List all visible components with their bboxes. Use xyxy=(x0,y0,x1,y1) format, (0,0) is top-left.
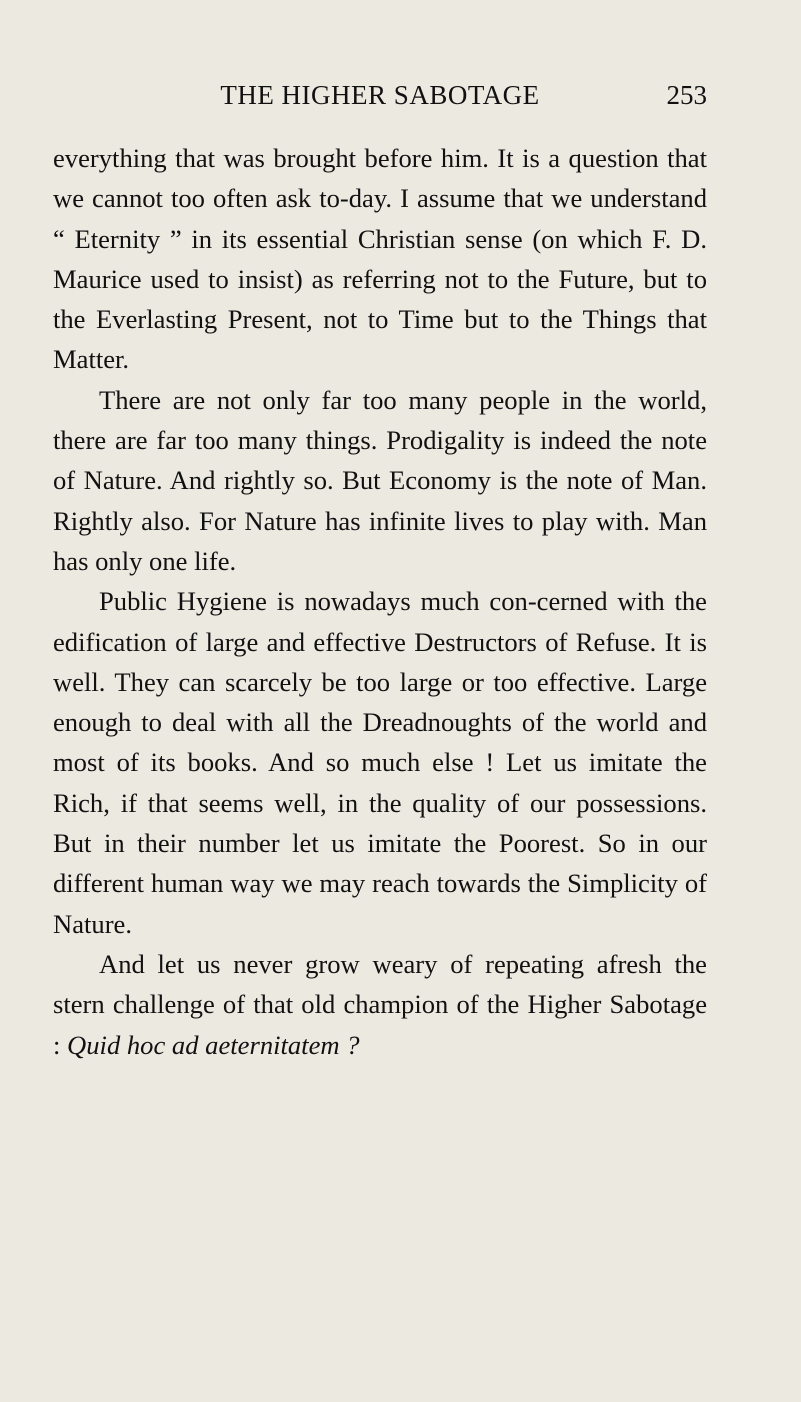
running-title: THE HIGHER SABOTAGE xyxy=(220,80,540,110)
paragraph-prodigality: There are not only far too many people in the world, there are far too many things. Prodigality is indeed the note of Nature. And rightly so. But Economy is the note of Man. Rightly also. For Nature has infinite lives to play with. Man has only one life. xyxy=(53,384,707,576)
latin-quote: Quid hoc ad aeternitatem ? xyxy=(67,1029,360,1060)
book-page xyxy=(53,78,707,1065)
paragraph-public-hygiene: Public Hygiene is nowadays much con-cerned with the edification of large and effective Destructors of Refuse. It is well. They can scarcely be too large or too effective. Large enough to deal with all the Dreadnoughts of the world and most of its books. And so much else ! Let us imitate the Rich, if that seems well, in the quality of our possessions. But in their number let us imitate the Poorest. So in our different human way we may reach towards the Simplicity of Nature. xyxy=(53,586,707,939)
paragraph-higher-sabotage xyxy=(53,944,707,1065)
body-text xyxy=(53,138,707,1065)
page-number: 253 xyxy=(666,80,707,110)
closing-sentence: And let us never grow weary of repeating afresh the stern challenge of that old champion of the Higher Sabotage : xyxy=(53,948,707,1060)
running-head xyxy=(53,78,707,118)
paragraph-continued: everything that was brought before him. It is a question that we cannot too often ask to-day. I assume that we understand “ Eternity ” in its essential Christian sense (on which F. D. Maurice used to insist) as referring not to the Future, but to the Everlasting Present, not to Time but to the Things that Matter. xyxy=(53,143,707,375)
